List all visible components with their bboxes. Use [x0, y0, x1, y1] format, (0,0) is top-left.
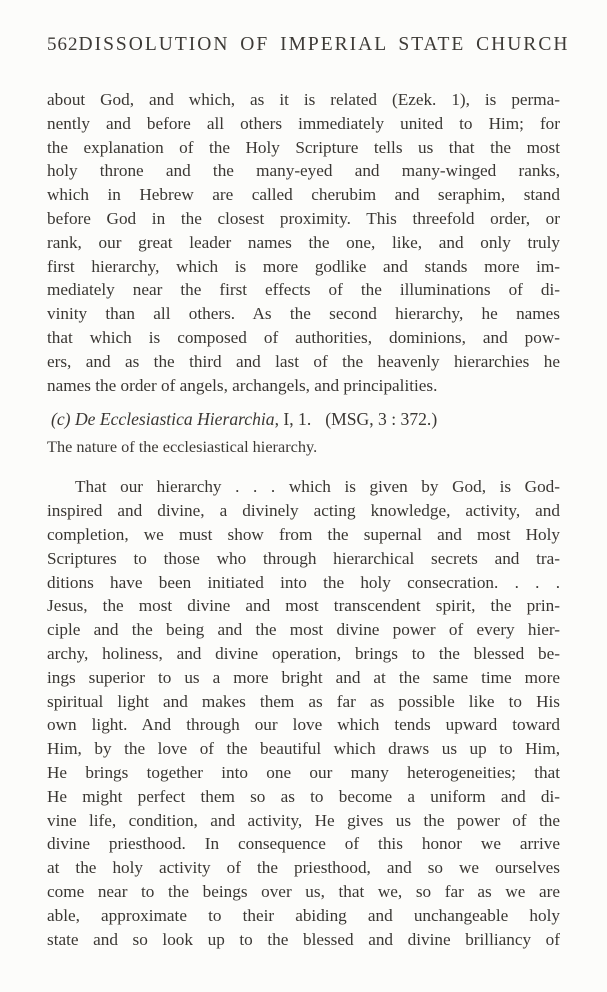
text-line: Him, by the love of the beautiful which draws us up to Him, — [47, 739, 560, 759]
paragraph-continuation — [47, 88, 560, 397]
text-line: completion, we must show from the supernal and most Holy — [47, 524, 560, 544]
text-line: mediately near the first effects of the illuminations of di- — [47, 280, 560, 300]
text-line: ings superior to us a more bright and at the same time more — [47, 667, 560, 687]
text-line: vine life, condition, and activity, He gives us the power of the — [47, 810, 560, 830]
text-line: come near to the beings over us, that we, so far as we are — [47, 881, 560, 901]
citation-reference: , I, 1. — [274, 409, 312, 430]
text-line: able, approximate to their abiding and unchangeable holy — [47, 905, 560, 925]
text-line: rank, our great leader names the one, like, and only truly — [47, 232, 560, 252]
citation-source: (MSG, 3 : 372.) — [325, 409, 438, 430]
text-line: He might perfect them so as to become a uniform and di- — [47, 786, 560, 806]
text-line: spiritual light and makes them as far as possible like to His — [47, 691, 560, 711]
text-line: ditions have been initiated into the holy consecration. . . . — [47, 572, 560, 592]
text-line: That our hierarchy . . . which is given by God, is God- — [75, 477, 560, 497]
text-line: ers, and as the third and last of the heavenly hierarchies he — [47, 351, 560, 371]
running-title: DISSOLUTION OF IMPERIAL STATE CHURCH — [78, 34, 570, 55]
text-line: archy, holiness, and divine operation, brings to the blessed be- — [47, 643, 560, 663]
text-line: holy throne and the many-eyed and many-winged ranks, — [47, 161, 560, 181]
citation-work-title: De Ecclesiastica Hierarchia — [74, 409, 275, 430]
text-line: vinity than all others. As the second hierarchy, he names — [47, 304, 560, 324]
page-number: 562 — [47, 34, 79, 55]
text-line: Scriptures to those who through hierarchical secrets and tra- — [47, 548, 560, 568]
text-line: before God in the closest proximity. This threefold order, or — [47, 208, 560, 228]
text-line: about God, and which, as it is related (Ezek. 1), is perma- — [47, 90, 560, 109]
text-line: the explanation of the Holy Scripture tells us that the most — [47, 137, 560, 157]
text-line: which in Hebrew are called cherubim and seraphim, stand — [47, 185, 560, 205]
text-line: state and so look up to the blessed and divine brilliancy of — [47, 929, 560, 949]
text-line: divine priesthood. In consequence of this honor we arrive — [47, 834, 560, 854]
text-line: that which is composed of authorities, dominions, and pow- — [47, 327, 560, 347]
text-line: names the order of angels, archangels, and principalities. — [47, 375, 438, 395]
page-header — [47, 34, 570, 58]
text-line: nently and before all others immediately united to Him; for — [47, 113, 560, 133]
citation-line — [47, 407, 560, 431]
text-line: at the holy activity of the priesthood, and so we ourselves — [47, 858, 560, 878]
text-line: ciple and the being and the most divine power of every hier- — [47, 620, 560, 640]
text-line: He brings together into one our many heterogeneities; that — [47, 762, 560, 782]
text-line: Jesus, the most divine and most transcendent spirit, the prin- — [47, 596, 560, 616]
text-line: first hierarchy, which is more godlike and stands more im- — [47, 256, 560, 276]
citation-label: (c) — [51, 409, 71, 430]
text-line: inspired and divine, a divinely acting knowledge, activity, and — [47, 501, 560, 521]
section-summary: The nature of the ecclesiastical hierarchy. — [47, 437, 318, 457]
quotation-paragraph — [47, 475, 560, 951]
text-line: own light. And through our love which tends upward toward — [47, 715, 560, 735]
